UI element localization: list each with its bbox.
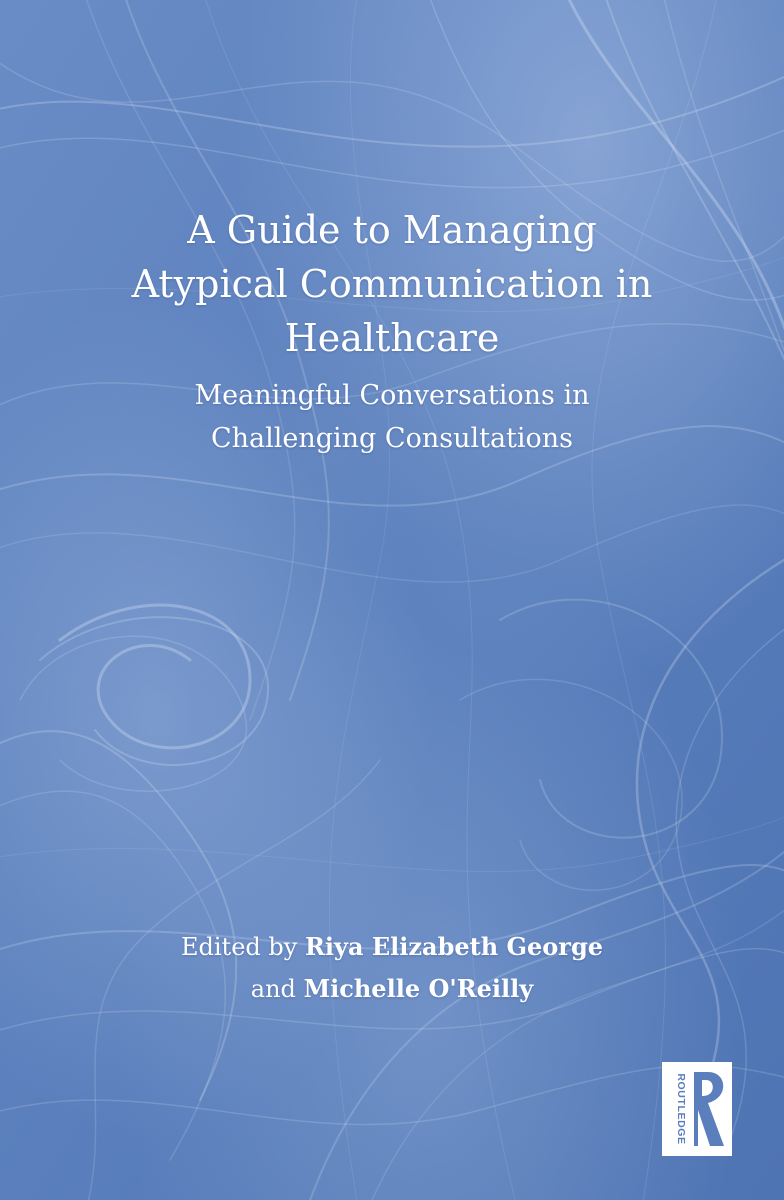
routledge-logo-icon	[662, 1062, 732, 1156]
title-line: Healthcare	[284, 316, 500, 360]
conjunction-label: and	[250, 975, 296, 1003]
title-line: Atypical Communication in	[131, 262, 653, 306]
book-subtitle	[40, 374, 744, 460]
subtitle-line: Meaningful Conversations in	[194, 380, 590, 411]
routledge-wordmark: ROUTLEDGE	[675, 1073, 688, 1145]
subtitle-line: Challenging Consultations	[210, 423, 574, 454]
title-line: A Guide to Managing	[187, 208, 597, 252]
editors-line-1	[40, 926, 744, 968]
editor-name: Riya Elizabeth George	[304, 932, 603, 961]
edited-by-label: Edited by	[181, 933, 298, 961]
editor-name: Michelle O'Reilly	[303, 974, 534, 1003]
editors-line-2	[40, 968, 744, 1010]
book-title	[40, 203, 744, 365]
editors-credit	[40, 926, 744, 1010]
